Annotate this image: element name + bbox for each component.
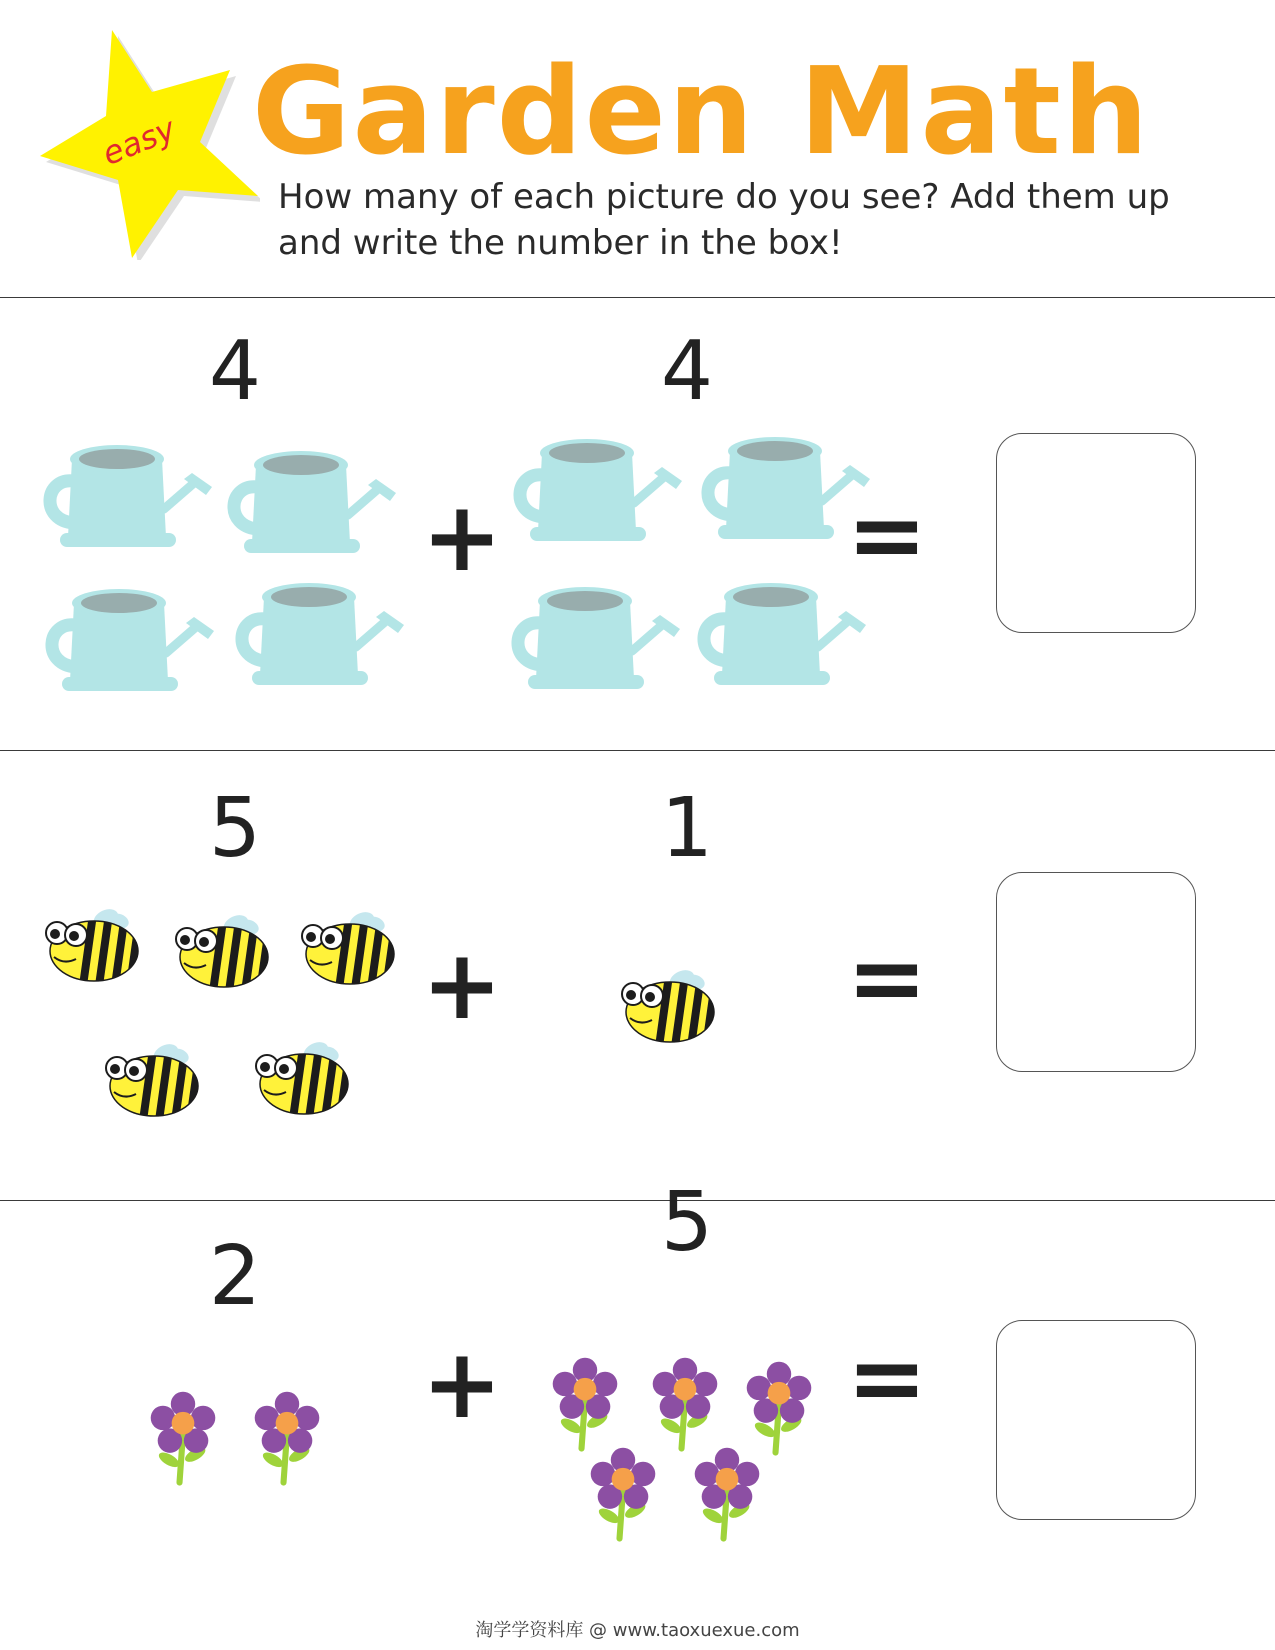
plus-sign: + [421, 929, 503, 1041]
bee-icon [296, 908, 396, 988]
left-count: 4 [208, 324, 262, 419]
flower-icon [744, 1360, 814, 1456]
bee-icon [250, 1038, 350, 1118]
plus-sign: + [421, 1328, 503, 1440]
bee-icon [100, 1040, 200, 1120]
answer-box[interactable] [996, 433, 1196, 633]
flower-icon [588, 1446, 658, 1542]
page-title: Garden Math [252, 43, 1151, 182]
right-count: 5 [660, 1175, 714, 1270]
watering-can-icon [226, 575, 406, 695]
bee-icon [170, 911, 270, 991]
problem-1 [0, 297, 1275, 750]
right-count: 4 [660, 324, 714, 419]
left-count: 2 [208, 1229, 262, 1324]
footer-watermark: 淘学学资料库 @ www.taoxuexue.com [475, 1620, 800, 1641]
flower-icon [550, 1356, 620, 1452]
flower-icon [252, 1390, 322, 1486]
equals-sign: = [846, 922, 928, 1034]
bee-icon [40, 905, 140, 985]
badge-easy: easy [97, 109, 181, 173]
bee-icon [616, 966, 716, 1046]
right-count: 1 [660, 781, 714, 876]
answer-box[interactable] [996, 872, 1196, 1072]
problem-2 [0, 750, 1275, 1200]
watering-can-icon [504, 431, 684, 551]
left-count: 5 [208, 781, 262, 876]
flower-icon [148, 1390, 218, 1486]
answer-box[interactable] [996, 1320, 1196, 1520]
star-badge-icon [20, 20, 260, 260]
flower-icon [692, 1446, 762, 1542]
watering-can-icon [36, 581, 216, 701]
watering-can-icon [688, 575, 868, 695]
plus-sign: + [421, 481, 503, 593]
watering-can-icon [218, 443, 398, 563]
equals-sign: = [846, 1322, 928, 1434]
watering-can-icon [502, 579, 682, 699]
instructions: How many of each picture do you see? Add them up and write the number in the box! [278, 177, 1170, 263]
flower-icon [650, 1356, 720, 1452]
equals-sign: = [846, 479, 928, 591]
problem-3 [0, 1175, 1275, 1600]
watering-can-icon [34, 437, 214, 557]
